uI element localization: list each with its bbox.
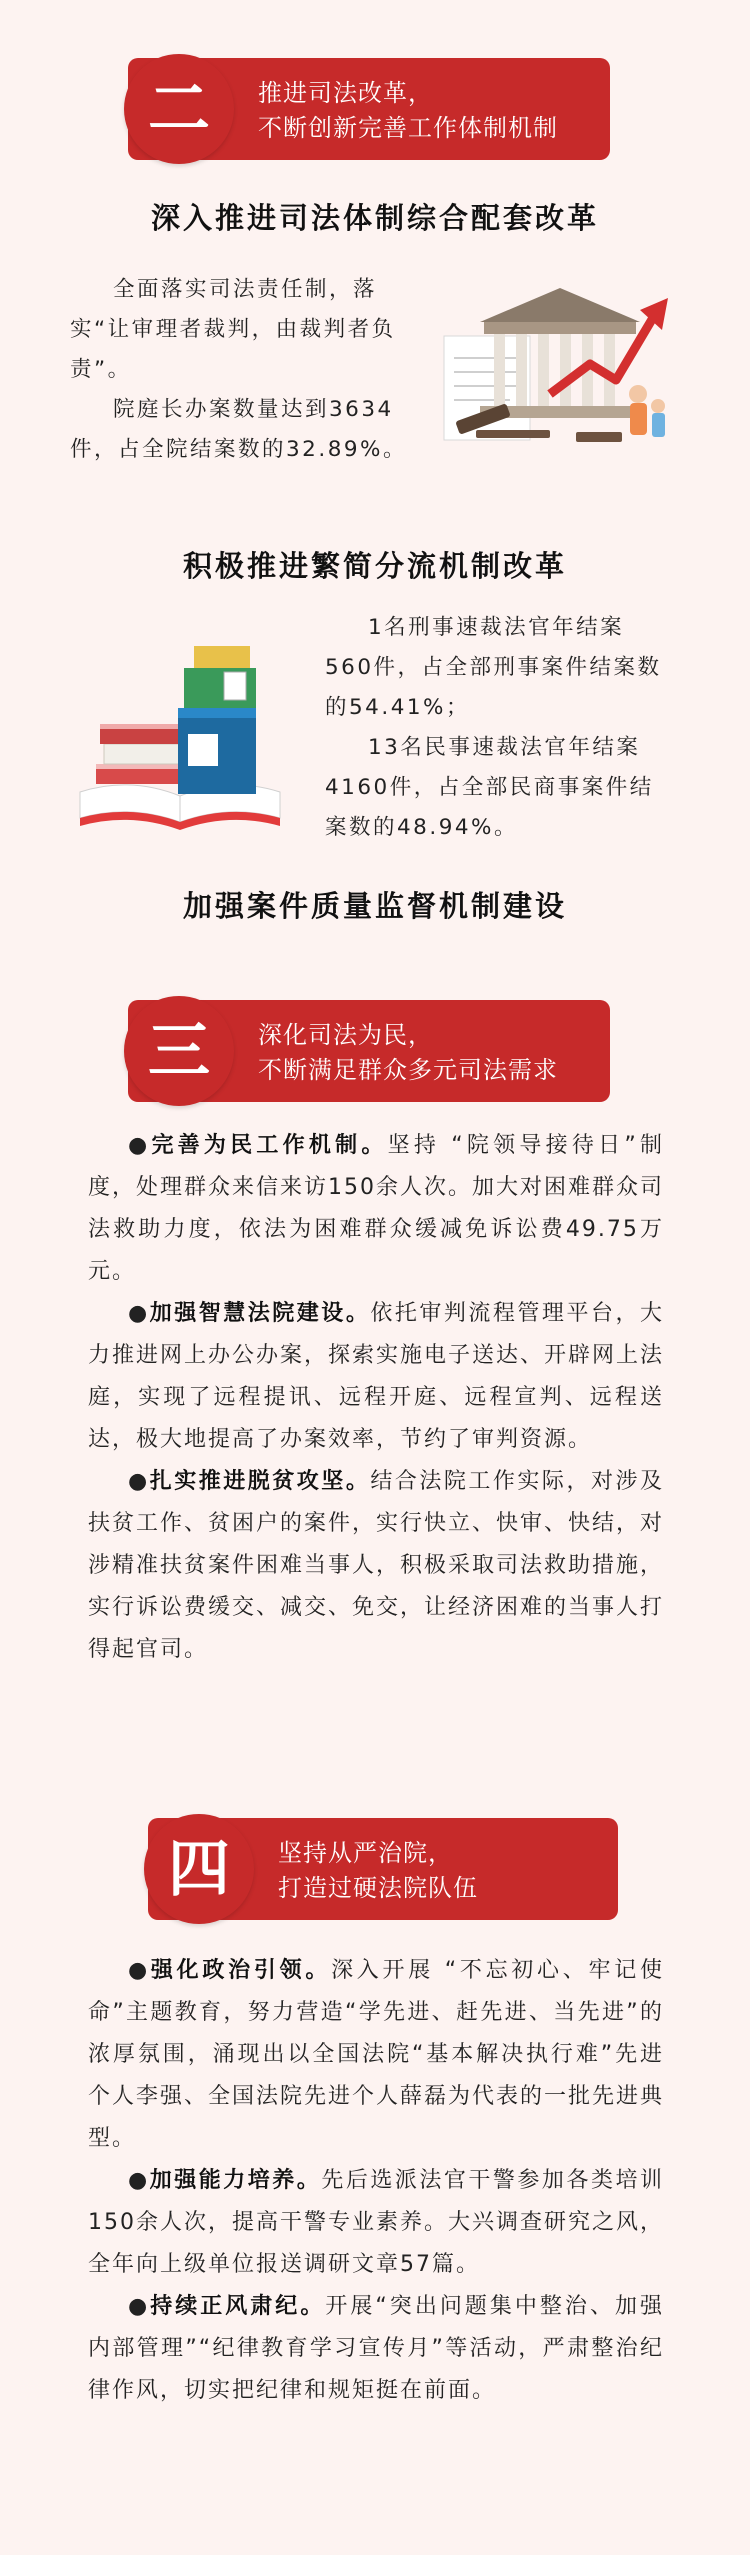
list-item: [88, 1461, 664, 1671]
heading-quality-supervision: 加强案件质量监督机制建设: [182, 889, 567, 923]
section-number-badge: [124, 54, 234, 164]
banner-line-2: 不断满足群众多元司法需求: [258, 1056, 558, 1084]
bullet-icon: ●: [128, 2294, 150, 2319]
banner-text: [258, 1018, 558, 1088]
item-title: 加强智慧法院建设。: [149, 1301, 371, 1326]
section-number: 三: [147, 1014, 210, 1087]
section-number-badge: [124, 996, 234, 1106]
books-illustration: [74, 640, 286, 840]
heading-judicial-reform: 深入推进司法体制综合配套改革: [150, 201, 599, 235]
banner-text: [278, 1836, 478, 1906]
list-item: [88, 2286, 664, 2412]
section-3-content: [88, 1125, 664, 1671]
banner-text: [258, 76, 558, 146]
paragraph-criminal-fast-track: 1名刑事速裁法官年结案560件，占全部刑事案件结案数的54.41%；: [325, 615, 662, 720]
list-item: [88, 1125, 664, 1293]
item-title: 持续正风肃纪。: [149, 2294, 326, 2319]
courthouse-gavel-illustration: [440, 282, 672, 454]
section-banner-4: [148, 1818, 618, 1920]
section-number: 四: [167, 1832, 230, 1905]
item-body: 依托审判流程管理平台，大力推进网上办公办案，探索实施电子送达、开辟网上法庭，实现了远程提讯、远程开庭、远程宣判、远程送达，极大地提高了办案效率，节约了审判资源。: [88, 1301, 665, 1452]
section-number-badge: [144, 1814, 254, 1924]
item-title: 强化政治引领。: [149, 1958, 332, 1983]
banner-line-1: 深化司法为民，: [258, 1021, 433, 1049]
item-body: 坚持 “院领导接待日”制度，处理群众来信来访150余人次。加大对困难群众司法救助力度，依法为困难群众缓减免诉讼费49.75万元。: [88, 1133, 664, 1284]
paragraph-case-count: 院庭长办案数量达到3634件，占全院结案数的32.89%。: [70, 397, 407, 462]
case-diversion-text: [325, 608, 670, 848]
banner-line-1: 推进司法改革，: [258, 79, 433, 107]
item-body: 结合法院工作实际，对涉及扶贫工作、贫困户的案件，实行快立、快审、快结，对涉精准扶贫案件困难当事人，积极采取司法救助措施，实行诉讼费缓交、减交、免交，让经济困难的当事人打得起官司。: [88, 1469, 665, 1662]
banner-line-2: 打造过硬法院队伍: [278, 1874, 478, 1902]
judicial-reform-text: [70, 270, 420, 470]
bullet-icon: ●: [128, 2168, 150, 2193]
list-item: [88, 1950, 664, 2160]
item-title: 完善为民工作机制。: [149, 1133, 388, 1158]
heading-case-diversion: 积极推进繁简分流机制改革: [182, 549, 567, 583]
banner-line-1: 坚持从严治院，: [278, 1839, 453, 1867]
item-title: 加强能力培养。: [149, 2168, 322, 2193]
paragraph-responsibility: 全面落实司法责任制，落实“让审理者裁判，由裁判者负责”。: [70, 277, 396, 382]
item-title: 扎实推进脱贫攻坚。: [149, 1469, 371, 1494]
section-banner-2: [128, 58, 610, 160]
bullet-icon: ●: [128, 1958, 150, 1983]
list-item: [88, 1293, 664, 1461]
list-item: [88, 2160, 664, 2286]
section-4-content: [88, 1950, 664, 2412]
bullet-icon: ●: [128, 1301, 150, 1326]
item-body: 先后选派法官干警参加各类培训150余人次，提高干警专业素养。大兴调查研究之风，全年向上级单位报送调研文章57篇。: [88, 2168, 664, 2277]
bullet-icon: ●: [128, 1133, 150, 1158]
banner-line-2: 不断创新完善工作体制机制: [258, 114, 558, 142]
paragraph-civil-fast-track: 13名民事速裁法官年结案4160件，占全部民商事案件结案数的48.94%。: [325, 735, 654, 840]
section-number: 二: [147, 72, 210, 145]
bullet-icon: ●: [128, 1469, 150, 1494]
section-banner-3: [128, 1000, 610, 1102]
item-body: 开展“突出问题集中整治、加强内部管理”“纪律教育学习宣传月”等活动，严肃整治纪律作风，切实把纪律和规矩挺在前面。: [88, 2294, 664, 2403]
item-body: 深入开展 “不忘初心、牢记使命”主题教育，努力营造“学先进、赶先进、当先进”的浓厚氛围，涌现出以全国法院“基本解决执行难”先进个人李强、全国法院先进个人薛磊为代表的一批先进典型。: [88, 1958, 665, 2151]
